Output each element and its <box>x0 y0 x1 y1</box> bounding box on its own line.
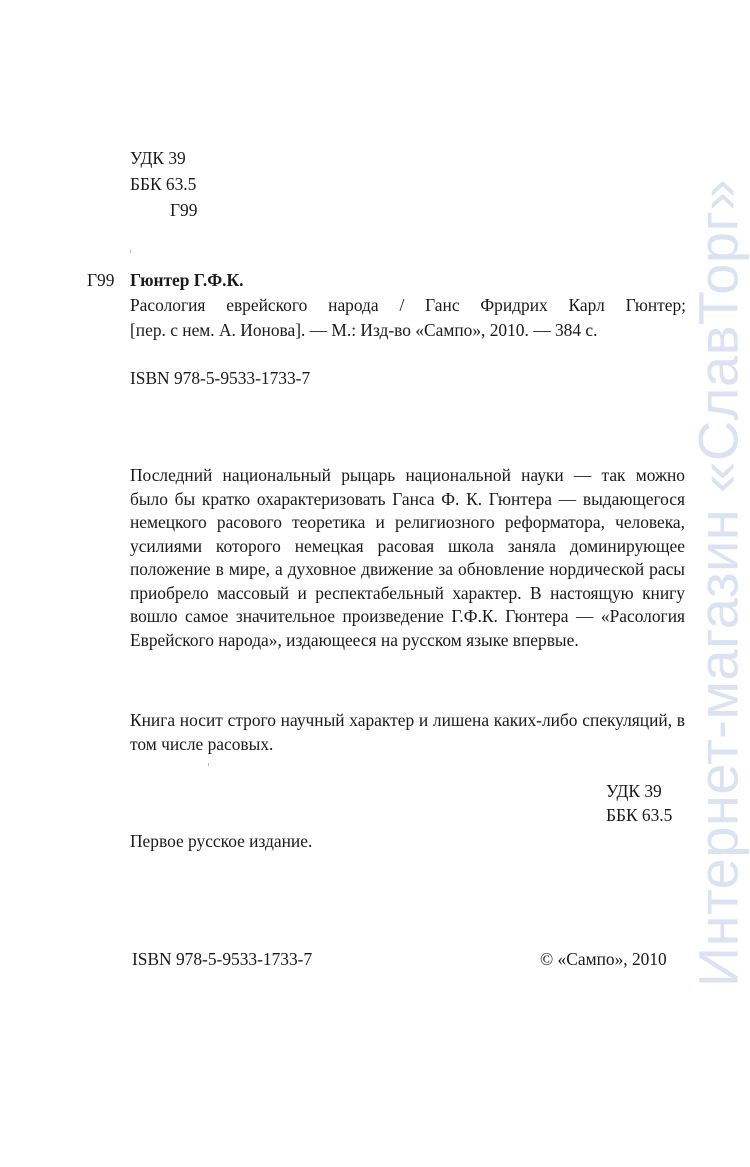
copyright: © «Сампо», 2010 <box>540 949 667 969</box>
divider-mark <box>208 763 209 766</box>
bib-line-2: [пер. с нем. А. Ионова]. — М.: Изд-во «Сампо», 2010. — 384 с. <box>130 320 598 340</box>
watermark: Интернет-магазин «СлавТорг» <box>686 178 750 988</box>
annotation-paragraph-2: Книга носит строго научный характер и лишена каких-либо спекуляций, в том числе расовых. <box>130 710 685 754</box>
udk-right: УДК 39 <box>606 781 662 801</box>
author-code: Г99 <box>170 200 198 220</box>
edition-note: Первое русское издание. <box>130 831 313 851</box>
bib-line-1: Расология еврейского народа / Ганс Фридрих Карл Гюнтер; <box>130 295 686 315</box>
bib-author: Гюнтер Г.Ф.К. <box>130 270 244 290</box>
bbk-label: ББК 63.5 <box>130 174 197 194</box>
udk-label: УДК 39 <box>130 148 186 168</box>
isbn-top: ISBN 978-5-9533-1733-7 <box>130 368 311 388</box>
divider-mark <box>130 250 131 253</box>
bib-code: Г99 <box>87 270 115 290</box>
bbk-right: ББК 63.5 <box>606 805 673 825</box>
isbn-bottom: ISBN 978-5-9533-1733-7 <box>132 949 313 969</box>
annotation-paragraph-1: Последний национальный рыцарь национальной науки — так можно было бы кратко охарактеризовать Ганса Ф. К. Гюнтера — выдающегося немецкого расового теоретика и религиозного реформатора, человека, усилиями которого немецкая расовая школа заняла доминирующее положение в мире, а духовное движение за обновление нордической расы приобрело массовый и респектабельный характер. В настоящую книгу вошло самое значительное произведение Г.Ф.К. Гюнтера — «Расология Еврейского народа», издающееся на русском языке впервые. <box>130 465 685 650</box>
